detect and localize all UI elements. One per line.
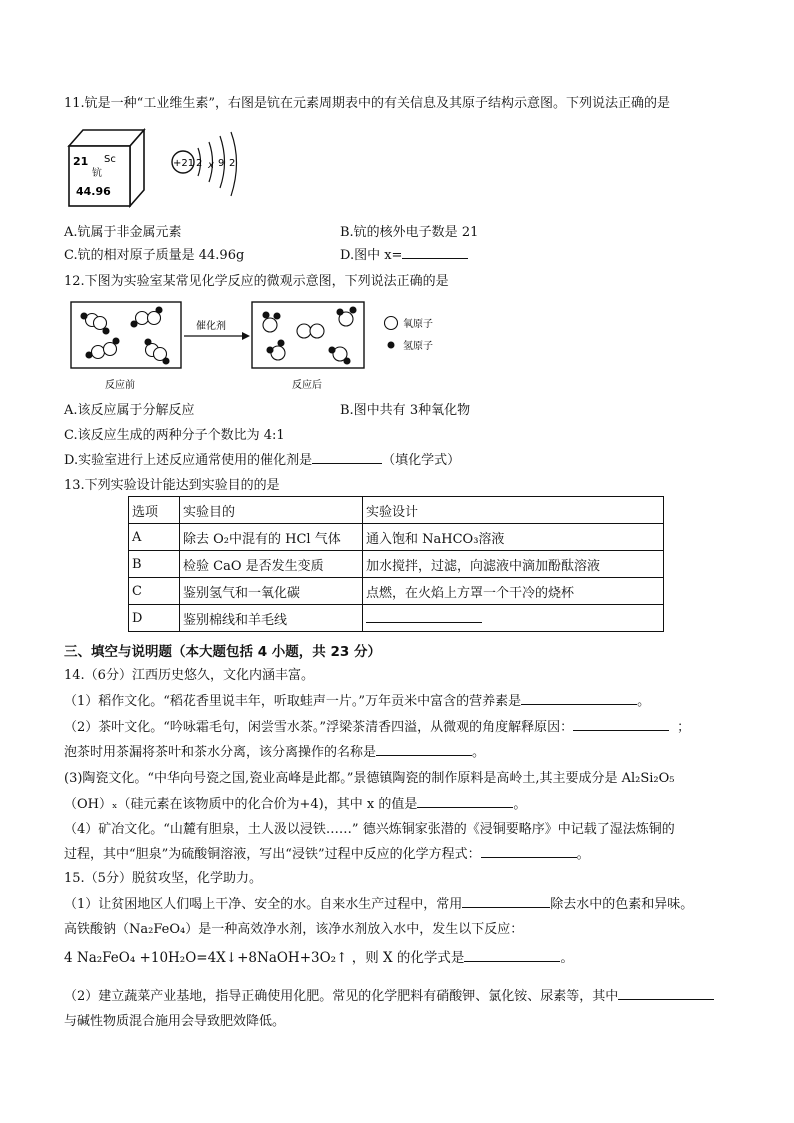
q15-part1-tail: 除去水中的色素和异味。	[550, 897, 694, 912]
q15-part1-text: （1）让贫困地区人们喝上干净、安全的水。自来水生产过程中，常用	[64, 897, 463, 912]
before-h-atom	[81, 313, 87, 319]
table-row	[129, 605, 664, 632]
before-h-atom	[163, 358, 169, 364]
legend-h-symbol	[388, 342, 395, 349]
q13-table	[128, 496, 664, 632]
after-label: 反应后	[292, 380, 322, 391]
table-header-row	[129, 497, 664, 524]
q14-part2-text: （2）茶叶文化。“吟咏霜毛句，闲尝雪水茶。”浮梁茶清香四溢，从微观的角度解释原因：	[64, 720, 574, 735]
after-o-atom	[310, 324, 324, 338]
q14-part2-end: 。	[472, 745, 486, 760]
q15-part2-text: （2）建立蔬菜产业基地，指导正确使用化肥。常见的化学肥料有硝酸钾、氯化铵、尿素等，其中	[64, 989, 619, 1004]
element-number: 21	[73, 155, 89, 168]
q15-part1	[64, 893, 693, 912]
table-cell-purpose: 除去 O₂中混有的 HCl 气体	[180, 524, 363, 551]
after-o-atom	[271, 346, 285, 360]
table-cell-purpose: 检验 CaO 是否发生变质	[180, 551, 363, 578]
before-h-atom	[131, 321, 137, 327]
q15-formula-blank[interactable]	[464, 949, 560, 962]
q12-option-a: A.该反应属于分解反应	[64, 403, 195, 418]
q11-answer-blank[interactable]	[402, 246, 468, 259]
q14-part1	[64, 690, 650, 709]
before-o-atom	[92, 346, 105, 359]
nucleus-charge: +21	[173, 158, 195, 169]
q11-option-d-text: D.图中 x=	[340, 248, 403, 263]
after-h-atom	[274, 313, 280, 319]
reaction-arrowhead	[242, 332, 250, 340]
q13-design-blank[interactable]	[366, 610, 482, 623]
shell-electrons-1: 2	[196, 158, 203, 169]
after-h-atom	[350, 307, 356, 313]
after-h-atom	[278, 340, 284, 346]
legend-h-label: 氢原子	[403, 341, 433, 352]
table-header: 实验设计	[363, 497, 664, 524]
before-h-atom	[86, 352, 92, 358]
q12-option-d	[64, 449, 460, 468]
q14-part2-text2: 泡茶时用茶漏将茶叶和茶水分离，该分离操作的名称是	[64, 745, 377, 760]
q14-part1-text: （1）稻作文化。“稻花香里说丰年，听取蛙声一片。”万年贡米中富含的营养素是	[64, 694, 522, 709]
table-cell-design: 点燃，在火焰上方罩一个干冷的烧杯	[363, 578, 664, 605]
q12-figure	[70, 298, 460, 394]
q15-part2	[64, 985, 714, 1004]
q14-micro-blank[interactable]	[573, 718, 669, 731]
q14-equation-blank[interactable]	[481, 845, 577, 858]
after-o-atom	[263, 318, 277, 332]
q12-option-d-tail: （填化学式）	[382, 453, 461, 468]
q14-x-blank[interactable]	[417, 795, 513, 808]
q14-part2-line2	[64, 741, 485, 760]
q11-stem: 11.钪是一种“工业维生素”，右图是钪在元素周期表中的有关信息及其原子结构示意图。下列说法正确的是	[64, 96, 670, 111]
element-symbol: Sc	[104, 154, 116, 165]
before-o-atom	[94, 317, 107, 330]
after-o-atom	[297, 324, 311, 338]
q15-part1-line2: 高铁酸钠（Na₂FeO₄）是一种高效净水剂，该净水剂放入水中，发生以下反应：	[64, 922, 524, 937]
element-mass: 44.96	[76, 185, 111, 198]
table-cell-design: 加水搅拌，过滤，向滤液中滴加酚酞溶液	[363, 551, 664, 578]
q11-option-d	[340, 244, 468, 263]
table-cell-option: B	[129, 551, 180, 578]
table-row	[129, 551, 664, 578]
q14-operation-blank[interactable]	[376, 743, 472, 756]
q15-adsorbent-blank[interactable]	[462, 895, 550, 908]
q14-part1-end: 。	[637, 694, 651, 709]
legend-o-label: 氧原子	[403, 319, 433, 330]
section-heading: 三、填空与说明题（本大题包括 4 小题，共 23 分）	[64, 644, 381, 660]
shell-electrons-2: x	[208, 160, 214, 171]
q15-fertilizer-blank[interactable]	[618, 987, 714, 1000]
before-o-atom	[136, 312, 149, 325]
before-h-atom	[145, 339, 151, 345]
shell-electrons-4: 2	[229, 158, 236, 169]
q12-stem: 12.下图为实验室某常见化学反应的微观示意图，下列说法正确的是	[64, 274, 449, 289]
q13-stem: 13.下列实验设计能达到实验目的的是	[64, 478, 280, 493]
q14-part4: （4）矿冶文化。“山麓有胆泉，土人汲以浸铁……” 德兴炼铜家张潜的《浸铜要略序》中记载了湿法炼铜的	[64, 822, 675, 837]
q12-option-b: B.图中共有 3种氧化物	[340, 403, 471, 418]
before-label: 反应前	[105, 380, 135, 391]
q14-nutrient-blank[interactable]	[521, 692, 637, 705]
table-cell-option: D	[129, 605, 180, 632]
q14-part3-line2	[64, 793, 526, 812]
q14-part4-end: 。	[576, 847, 590, 862]
before-o-atom	[104, 343, 117, 356]
q11-option-b: B.钪的核外电子数是 21	[340, 225, 479, 240]
after-h-atom	[344, 358, 350, 364]
q11-option-c: C.钪的相对原子质量是 44.96g	[64, 248, 245, 263]
table-cell-design: 通入饱和 NaHCO₃溶液	[363, 524, 664, 551]
q15-part2-line2: 与碱性物质混合施用会导致肥效降低。	[64, 1014, 286, 1029]
table-cell-option: A	[129, 524, 180, 551]
legend-o-symbol	[385, 317, 398, 330]
table-cell-purpose: 鉴别棉线和羊毛线	[180, 605, 363, 632]
after-h-atom	[329, 347, 335, 353]
after-h-atom	[267, 347, 273, 353]
table-row	[129, 524, 664, 551]
shell-electrons-3: 9	[218, 158, 225, 169]
q12-option-d-text: D.实验室进行上述反应通常使用的催化剂是	[64, 453, 313, 468]
table-header: 选项	[129, 497, 180, 524]
q14-part4-line2	[64, 843, 590, 862]
q12-option-c: C.该反应生成的两种分子个数比为 4:1	[64, 428, 285, 443]
q14-part3-text: （OH）ₓ（硅元素在该物质中的化合价为+4)，其中 x 的值是	[64, 797, 418, 812]
q11-figure	[66, 122, 246, 208]
q15-equation-end: 。	[560, 950, 574, 966]
q14-part3: (3)陶瓷文化。“中华向号瓷之国,瓷业高峰是此都。”景德镇陶瓷的制作原料是高岭土,其主要成分是 Al₂Si₂O₅	[64, 771, 675, 786]
q14-stem: 14.（6分）江西历史悠久，文化内涵丰富。	[64, 668, 314, 683]
after-h-atom	[263, 312, 269, 318]
element-name: 钪	[92, 168, 102, 179]
table-row	[129, 578, 664, 605]
before-h-atom	[103, 328, 109, 334]
before-h-atom	[156, 307, 162, 313]
q15-equation-text: 4 Na₂FeO₄ +10H₂O=4X↓+8NaOH+3O₂↑ ，则 X 的化学式是	[64, 950, 465, 966]
after-h-atom	[337, 309, 343, 315]
q14-part2	[64, 716, 690, 735]
table-cell-purpose: 鉴别氢气和一氧化碳	[180, 578, 363, 605]
q15-equation	[64, 946, 574, 966]
table-cell-option: C	[129, 578, 180, 605]
q12-catalyst-blank[interactable]	[312, 451, 382, 464]
q14-part3-end: 。	[513, 797, 527, 812]
table-cell-design	[363, 605, 664, 632]
q14-part4-text: 过程，其中“胆泉”为硫酸铜溶液，写出“浸铁”过程中反应的化学方程式：	[64, 847, 481, 862]
before-h-atom	[113, 338, 119, 344]
table-header: 实验目的	[180, 497, 363, 524]
q14-part2-semicolon: ；	[677, 720, 691, 735]
catalyst-label: 催化剂	[196, 321, 226, 332]
q15-stem: 15.（5分）脱贫攻坚，化学助力。	[64, 871, 262, 886]
q11-option-a: A.钪属于非金属元素	[64, 225, 182, 240]
